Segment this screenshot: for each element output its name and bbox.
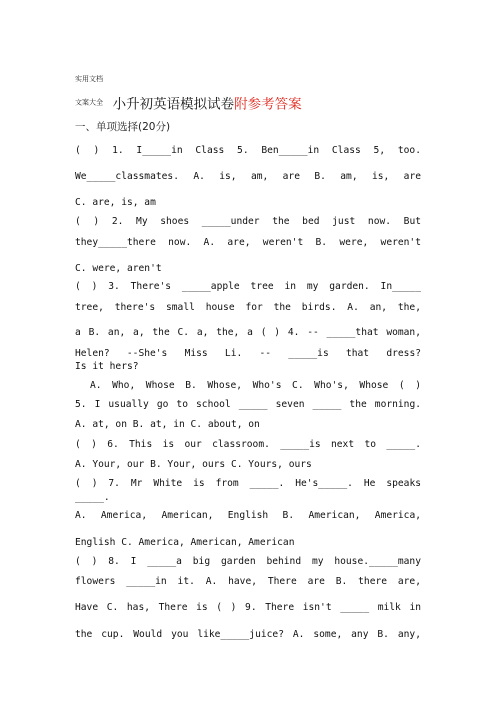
question-line: A. America, American, English B. American, America,	[75, 510, 421, 521]
question-line: the cup. Would you like_____juice? A. some, any B. any,	[75, 629, 421, 640]
question-line: A. Who, Whose B. Whose, Who's C. Who's, Whose ( )	[90, 380, 421, 391]
title-main: 小升初英语模拟试卷	[112, 96, 235, 113]
question-line: C. are, is, am	[75, 197, 156, 208]
question-line: they_____there now. A. are, weren't B. were, weren't	[75, 237, 421, 248]
header-label: 实用文档	[75, 75, 103, 83]
question-line: flowers _____in it. A. have, There are B. there are,	[75, 576, 421, 587]
question-line: We_____classmates. A. is, am, are B. am, is, are	[75, 171, 421, 182]
question-line: ( ) 3. There's _____apple tree in my garden. In_____	[75, 281, 421, 292]
question-line: _____.	[75, 492, 110, 503]
question-line: English C. America, American, American	[75, 537, 295, 548]
question-line: tree, there's small house for the birds. A. an, the,	[75, 302, 421, 313]
question-line: 5. I usually go to school _____ seven _____ the morning.	[75, 399, 421, 410]
question-line: Is it hers?	[75, 361, 139, 372]
question-line: ( ) 6. This is our classroom. _____is next to _____.	[75, 439, 421, 450]
question-line: C. were, aren't	[75, 263, 162, 274]
question-line: A. Your, our B. Your, ours C. Yours, ours	[75, 459, 312, 470]
title-highlight: 附参考答案	[234, 96, 302, 113]
question-line: ( ) 1. I_____in Class 5. Ben_____in Class 5, too.	[75, 145, 421, 156]
question-line: A. at, on B. at, in C. about, on	[75, 419, 260, 430]
question-line: ( ) 8. I _____a big garden behind my house._____many	[75, 556, 421, 567]
section-heading: 一、单项选择(20分)	[75, 121, 171, 133]
title-prefix: 文案大全	[75, 98, 103, 107]
document-title	[75, 92, 302, 113]
question-line: ( ) 7. Mr White is from _____. He's_____. He speaks	[75, 478, 421, 489]
question-line: ( ) 2. My shoes _____under the bed just now. But	[75, 216, 421, 227]
question-line: Have C. has, There is ( ) 9. There isn't _____ milk in	[75, 602, 421, 613]
question-line: Helen? --She's Miss Li. -- _____is that dress?	[75, 348, 421, 359]
question-line: a B. an, a, the C. a, the, a ( ) 4. -- _____that woman,	[75, 327, 421, 338]
